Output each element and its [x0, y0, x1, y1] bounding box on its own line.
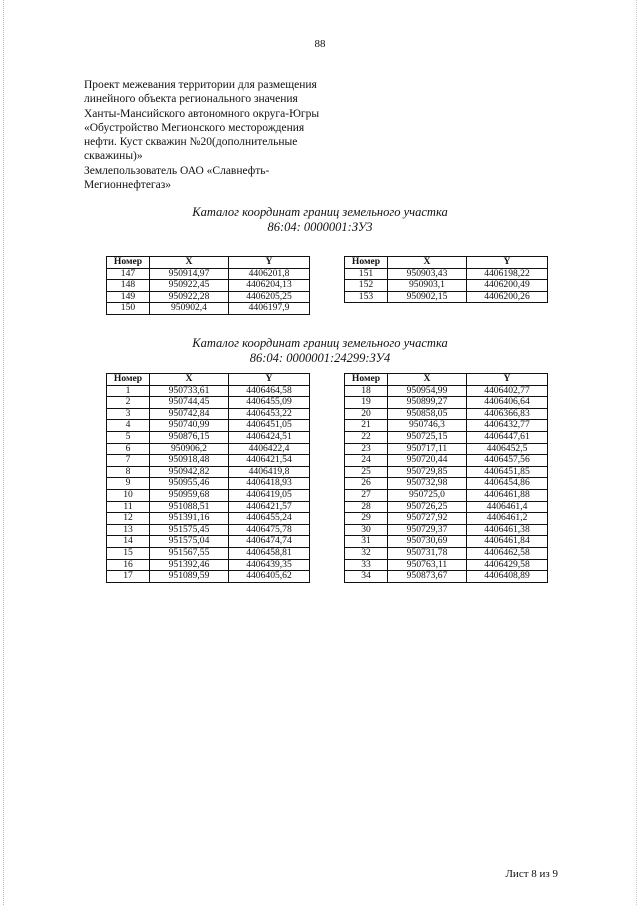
- y-coordinate-cell: 4406451,85: [467, 466, 548, 478]
- column-header-number: Номер: [345, 257, 388, 269]
- y-coordinate-cell: 4406200,26: [467, 291, 548, 303]
- column-header-y: Y: [229, 257, 310, 269]
- table-row: [107, 385, 310, 397]
- table-row: [345, 385, 548, 397]
- table-row: [345, 268, 548, 280]
- column-header-number: Номер: [107, 257, 150, 269]
- column-header-x: X: [150, 257, 229, 269]
- point-number-cell: 3: [107, 408, 150, 420]
- table-row: [345, 571, 548, 583]
- table-row: [345, 501, 548, 513]
- point-number-cell: 2: [107, 397, 150, 409]
- table-row: [345, 431, 548, 443]
- catalog-cadastral-number: 86:04: 0000001:24299:ЗУ4: [249, 351, 391, 365]
- y-coordinate-cell: 4406405,62: [229, 571, 310, 583]
- x-coordinate-cell: 951567,55: [150, 547, 229, 559]
- x-coordinate-cell: 950740,99: [150, 420, 229, 432]
- x-coordinate-cell: 950899,27: [388, 397, 467, 409]
- coordinates-table-zu4-right: [344, 373, 548, 583]
- y-coordinate-cell: 4406418,93: [229, 478, 310, 490]
- y-coordinate-cell: 4406204,13: [229, 280, 310, 292]
- y-coordinate-cell: 4406452,5: [467, 443, 548, 455]
- catalog-title-zu3: [0, 205, 640, 235]
- point-number-cell: 1: [107, 385, 150, 397]
- point-number-cell: 148: [107, 280, 150, 292]
- point-number-cell: 16: [107, 559, 150, 571]
- x-coordinate-cell: 950903,43: [388, 268, 467, 280]
- point-number-cell: 34: [345, 571, 388, 583]
- x-coordinate-cell: 950903,1: [388, 280, 467, 292]
- column-header-y: Y: [467, 374, 548, 386]
- table-row: [107, 501, 310, 513]
- column-header-x: X: [150, 374, 229, 386]
- x-coordinate-cell: 950746,3: [388, 420, 467, 432]
- x-coordinate-cell: 950732,98: [388, 478, 467, 490]
- column-header-x: X: [388, 374, 467, 386]
- table-row: [345, 478, 548, 490]
- y-coordinate-cell: 4406205,25: [229, 291, 310, 303]
- table-row: [107, 571, 310, 583]
- x-coordinate-cell: 950955,46: [150, 478, 229, 490]
- x-coordinate-cell: 950902,4: [150, 303, 229, 315]
- table-row: [107, 397, 310, 409]
- y-coordinate-cell: 4406422,4: [229, 443, 310, 455]
- table-row: [345, 489, 548, 501]
- header-line: «Обустройство Мегионского месторождения: [84, 121, 305, 134]
- y-coordinate-cell: 4406458,81: [229, 547, 310, 559]
- point-number-cell: 13: [107, 524, 150, 536]
- y-coordinate-cell: 4406419,05: [229, 489, 310, 501]
- y-coordinate-cell: 4406461,2: [467, 513, 548, 525]
- table-row: [107, 291, 310, 303]
- table-row: [107, 443, 310, 455]
- y-coordinate-cell: 4406475,78: [229, 524, 310, 536]
- coordinates-table-zu4-left: [106, 373, 310, 583]
- x-coordinate-cell: 950876,15: [150, 431, 229, 443]
- point-number-cell: 12: [107, 513, 150, 525]
- point-number-cell: 10: [107, 489, 150, 501]
- x-coordinate-cell: 950729,85: [388, 466, 467, 478]
- point-number-cell: 19: [345, 397, 388, 409]
- x-coordinate-cell: 950902,15: [388, 291, 467, 303]
- y-coordinate-cell: 4406197,9: [229, 303, 310, 315]
- y-coordinate-cell: 4406454,86: [467, 478, 548, 490]
- point-number-cell: 149: [107, 291, 150, 303]
- scan-edge-right: [636, 0, 638, 905]
- header-line: Проект межевания территории для размещения: [84, 79, 317, 91]
- y-coordinate-cell: 4406474,74: [229, 536, 310, 548]
- point-number-cell: 9: [107, 478, 150, 490]
- y-coordinate-cell: 4406457,56: [467, 455, 548, 467]
- point-number-cell: 25: [345, 466, 388, 478]
- y-coordinate-cell: 4406421,54: [229, 455, 310, 467]
- point-number-cell: 4: [107, 420, 150, 432]
- x-coordinate-cell: 951575,45: [150, 524, 229, 536]
- catalog-cadastral-number: 86:04: 0000001:ЗУ3: [267, 220, 373, 234]
- x-coordinate-cell: 951391,16: [150, 513, 229, 525]
- column-header-x: X: [388, 257, 467, 269]
- point-number-cell: 5: [107, 431, 150, 443]
- table-row: [345, 513, 548, 525]
- y-coordinate-cell: 4406200,49: [467, 280, 548, 292]
- table-row: [107, 466, 310, 478]
- header-line: Ханты-Мансийского автономного округа-Югры: [84, 107, 320, 120]
- point-number-cell: 11: [107, 501, 150, 513]
- y-coordinate-cell: 4406366,83: [467, 408, 548, 420]
- table-row: [107, 420, 310, 432]
- column-header-y: Y: [467, 257, 548, 269]
- point-number-cell: 152: [345, 280, 388, 292]
- point-number-cell: 153: [345, 291, 388, 303]
- y-coordinate-cell: 4406447,61: [467, 431, 548, 443]
- x-coordinate-cell: 950942,82: [150, 466, 229, 478]
- x-coordinate-cell: 950720,44: [388, 455, 467, 467]
- point-number-cell: 26: [345, 478, 388, 490]
- header-line: Землепользователь ОАО «Славнефть-: [84, 164, 270, 177]
- y-coordinate-cell: 4406461,38: [467, 524, 548, 536]
- table-row: [107, 431, 310, 443]
- point-number-cell: 151: [345, 268, 388, 280]
- project-header: [84, 78, 344, 192]
- point-number-cell: 23: [345, 443, 388, 455]
- x-coordinate-cell: 950954,99: [388, 385, 467, 397]
- point-number-cell: 27: [345, 489, 388, 501]
- table-row: [107, 303, 310, 315]
- x-coordinate-cell: 950717,11: [388, 443, 467, 455]
- x-coordinate-cell: 950726,25: [388, 501, 467, 513]
- x-coordinate-cell: 950959,68: [150, 489, 229, 501]
- y-coordinate-cell: 4406439,35: [229, 559, 310, 571]
- table-row: [107, 524, 310, 536]
- table-row: [107, 408, 310, 420]
- table-row: [345, 466, 548, 478]
- y-coordinate-cell: 4406406,64: [467, 397, 548, 409]
- x-coordinate-cell: 950873,67: [388, 571, 467, 583]
- catalog-title-zu4: [0, 336, 640, 366]
- y-coordinate-cell: 4406408,89: [467, 571, 548, 583]
- point-number-cell: 6: [107, 443, 150, 455]
- x-coordinate-cell: 950914,97: [150, 268, 229, 280]
- table-row: [345, 559, 548, 571]
- column-header-number: Номер: [107, 374, 150, 386]
- x-coordinate-cell: 950733,61: [150, 385, 229, 397]
- y-coordinate-cell: 4406419,8: [229, 466, 310, 478]
- y-coordinate-cell: 4406462,58: [467, 547, 548, 559]
- point-number-cell: 147: [107, 268, 150, 280]
- table-row: [345, 291, 548, 303]
- table-row: [107, 478, 310, 490]
- catalog-title-line: Каталог координат границ земельного участка: [192, 205, 448, 219]
- y-coordinate-cell: 4406451,05: [229, 420, 310, 432]
- scan-edge-left: [3, 0, 5, 905]
- point-number-cell: 18: [345, 385, 388, 397]
- x-coordinate-cell: 950729,37: [388, 524, 467, 536]
- x-coordinate-cell: 950727,92: [388, 513, 467, 525]
- x-coordinate-cell: 950731,78: [388, 547, 467, 559]
- header-line: нефти. Куст скважин №20(дополнительные: [84, 136, 298, 149]
- y-coordinate-cell: 4406461,88: [467, 489, 548, 501]
- point-number-cell: 29: [345, 513, 388, 525]
- x-coordinate-cell: 950744,45: [150, 397, 229, 409]
- x-coordinate-cell: 951089,59: [150, 571, 229, 583]
- point-number-cell: 31: [345, 536, 388, 548]
- coordinates-table-zu3-right: [344, 256, 548, 303]
- y-coordinate-cell: 4406432,77: [467, 420, 548, 432]
- table-row: [345, 420, 548, 432]
- y-coordinate-cell: 4406429,58: [467, 559, 548, 571]
- column-header-y: Y: [229, 374, 310, 386]
- table-row: [107, 547, 310, 559]
- table-row: [107, 280, 310, 292]
- y-coordinate-cell: 4406424,51: [229, 431, 310, 443]
- x-coordinate-cell: 950922,28: [150, 291, 229, 303]
- page-number: 88: [314, 38, 326, 50]
- point-number-cell: 14: [107, 536, 150, 548]
- x-coordinate-cell: 950725,0: [388, 489, 467, 501]
- coordinates-table-zu3-left: [106, 256, 310, 315]
- point-number-cell: 32: [345, 547, 388, 559]
- table-row: [107, 489, 310, 501]
- x-coordinate-cell: 950906,2: [150, 443, 229, 455]
- y-coordinate-cell: 4406453,22: [229, 408, 310, 420]
- x-coordinate-cell: 950918,48: [150, 455, 229, 467]
- x-coordinate-cell: 950858,05: [388, 408, 467, 420]
- y-coordinate-cell: 4406198,22: [467, 268, 548, 280]
- header-line: линейного объекта регионального значения: [84, 93, 298, 106]
- table-row: [107, 455, 310, 467]
- x-coordinate-cell: 951392,46: [150, 559, 229, 571]
- point-number-cell: 24: [345, 455, 388, 467]
- y-coordinate-cell: 4406421,57: [229, 501, 310, 513]
- table-row: [345, 524, 548, 536]
- point-number-cell: 8: [107, 466, 150, 478]
- table-row: [345, 280, 548, 292]
- x-coordinate-cell: 950742,84: [150, 408, 229, 420]
- table-row: [345, 547, 548, 559]
- column-header-number: Номер: [345, 374, 388, 386]
- point-number-cell: 22: [345, 431, 388, 443]
- table-row: [345, 443, 548, 455]
- y-coordinate-cell: 4406201,8: [229, 268, 310, 280]
- x-coordinate-cell: 950730,69: [388, 536, 467, 548]
- sheet-counter: Лист 8 из 9: [505, 868, 558, 880]
- y-coordinate-cell: 4406464,58: [229, 385, 310, 397]
- header-line: скважины)»: [84, 150, 143, 163]
- point-number-cell: 21: [345, 420, 388, 432]
- point-number-cell: 15: [107, 547, 150, 559]
- y-coordinate-cell: 4406461,84: [467, 536, 548, 548]
- table-row: [345, 397, 548, 409]
- point-number-cell: 20: [345, 408, 388, 420]
- table-row: [345, 455, 548, 467]
- y-coordinate-cell: 4406455,24: [229, 513, 310, 525]
- y-coordinate-cell: 4406402,77: [467, 385, 548, 397]
- point-number-cell: 30: [345, 524, 388, 536]
- table-row: [107, 268, 310, 280]
- catalog-title-line: Каталог координат границ земельного участка: [192, 336, 448, 350]
- y-coordinate-cell: 4406461,4: [467, 501, 548, 513]
- table-row: [107, 559, 310, 571]
- x-coordinate-cell: 950725,15: [388, 431, 467, 443]
- x-coordinate-cell: 950922,45: [150, 280, 229, 292]
- y-coordinate-cell: 4406455,09: [229, 397, 310, 409]
- x-coordinate-cell: 951575,04: [150, 536, 229, 548]
- point-number-cell: 150: [107, 303, 150, 315]
- table-row: [345, 536, 548, 548]
- table-row: [345, 408, 548, 420]
- header-line: Мегионнефтегаз»: [84, 179, 172, 192]
- point-number-cell: 7: [107, 455, 150, 467]
- point-number-cell: 33: [345, 559, 388, 571]
- x-coordinate-cell: 951088,51: [150, 501, 229, 513]
- point-number-cell: 28: [345, 501, 388, 513]
- table-row: [107, 536, 310, 548]
- point-number-cell: 17: [107, 571, 150, 583]
- table-row: [107, 513, 310, 525]
- x-coordinate-cell: 950763,11: [388, 559, 467, 571]
